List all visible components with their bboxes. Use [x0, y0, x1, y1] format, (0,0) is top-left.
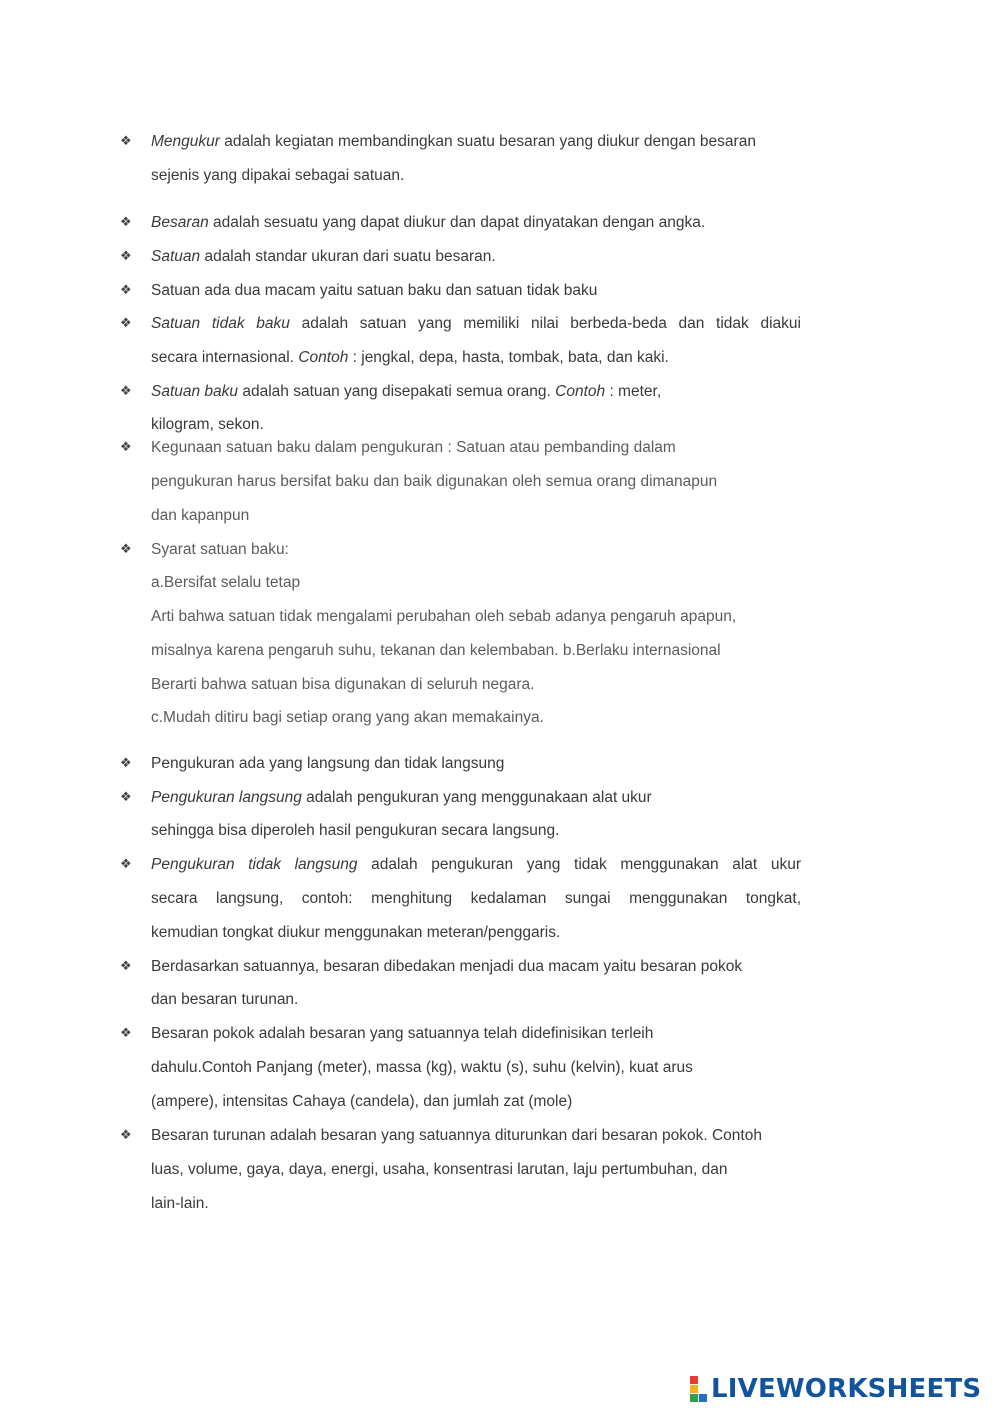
line: Arti bahwa satuan tidak mengalami perubahan oleh sebab adanya pengaruh apapun, [151, 608, 737, 625]
line: kilogram, sekon. [151, 416, 264, 433]
line: Besaran adalah sesuatu yang dapat diukur dan dapat dinyatakan dengan angka. [151, 214, 706, 231]
line: secara internasional. Contoh : jengkal, depa, hasta, tombak, bata, dan kaki. [151, 349, 669, 366]
line: Berarti bahwa satuan bisa digunakan di seluruh negara. [151, 676, 535, 693]
line: c.Mudah ditiru bagi setiap orang yang akan memakainya. [151, 709, 544, 726]
line: dan besaran turunan. [151, 991, 299, 1008]
diamond-bullet-icon: ❖ [120, 1026, 132, 1041]
liveworksheets-logo[interactable] [690, 1374, 981, 1404]
line: Berdasarkan satuannya, besaran dibedakan menjadi dua macam yaitu besaran pokok [151, 958, 743, 975]
line: secara langsung, contoh: menghitung kedalaman sungai menggunakan tongkat, [151, 890, 801, 907]
line: kemudian tongkat diukur menggunakan meteran/penggaris. [151, 924, 561, 941]
line: luas, volume, gaya, daya, energi, usaha, konsentrasi larutan, laju pertumbuhan, dan [151, 1161, 728, 1178]
line: sehingga bisa diperoleh hasil pengukuran secara langsung. [151, 822, 560, 839]
line: a.Bersifat selalu tetap [151, 574, 301, 591]
diamond-bullet-icon: ❖ [120, 1128, 132, 1143]
line: Satuan tidak baku adalah satuan yang memiliki nilai berbeda-beda dan tidak diakui [151, 315, 801, 332]
line: dan kapanpun [151, 507, 250, 524]
diamond-bullet-icon: ❖ [120, 283, 132, 298]
liveworksheets-logo-icon [690, 1376, 708, 1402]
line: Pengukuran tidak langsung adalah pengukuran yang tidak menggunakan alat ukur [151, 856, 801, 873]
diamond-bullet-icon: ❖ [120, 316, 132, 331]
line: Besaran pokok adalah besaran yang satuannya telah didefinisikan terleih [151, 1025, 654, 1042]
diamond-bullet-icon: ❖ [120, 249, 132, 264]
line: Satuan baku adalah satuan yang disepakati semua orang. Contoh : meter, [151, 383, 662, 400]
line: Syarat satuan baku: [151, 541, 289, 558]
diamond-bullet-icon: ❖ [120, 756, 132, 771]
diamond-bullet-icon: ❖ [120, 440, 132, 455]
line: Besaran turunan adalah besaran yang satuannya diturunkan dari besaran pokok. Contoh [151, 1127, 762, 1144]
line: Satuan adalah standar ukuran dari suatu besaran. [151, 248, 496, 265]
line: Mengukur adalah kegiatan membandingkan suatu besaran yang diukur dengan besaran [151, 133, 756, 150]
diamond-bullet-icon: ❖ [120, 384, 132, 399]
line: lain-lain. [151, 1195, 209, 1212]
line: dahulu.Contoh Panjang (meter), massa (kg), waktu (s), suhu (kelvin), kuat arus [151, 1059, 693, 1076]
diamond-bullet-icon: ❖ [120, 134, 132, 149]
diamond-bullet-icon: ❖ [120, 542, 132, 557]
diamond-bullet-icon: ❖ [120, 857, 132, 872]
line: misalnya karena pengaruh suhu, tekanan dan kelembaban. b.Berlaku internasional [151, 642, 721, 659]
line: Kegunaan satuan baku dalam pengukuran : Satuan atau pembanding dalam [151, 439, 676, 456]
line: Pengukuran langsung adalah pengukuran yang menggunakaan alat ukur [151, 789, 652, 806]
diamond-bullet-icon: ❖ [120, 790, 132, 805]
line: Satuan ada dua macam yaitu satuan baku dan satuan tidak baku [151, 282, 598, 299]
logo-wordmark: LIVEWORKSHEETS [711, 1374, 982, 1404]
line: (ampere), intensitas Cahaya (candela), dan jumlah zat (mole) [151, 1093, 573, 1110]
line: Pengukuran ada yang langsung dan tidak langsung [151, 755, 505, 772]
line: pengukuran harus bersifat baku dan baik digunakan oleh semua orang dimanapun [151, 473, 718, 490]
line: sejenis yang dipakai sebagai satuan. [151, 167, 405, 184]
diamond-bullet-icon: ❖ [120, 215, 132, 230]
diamond-bullet-icon: ❖ [120, 959, 132, 974]
